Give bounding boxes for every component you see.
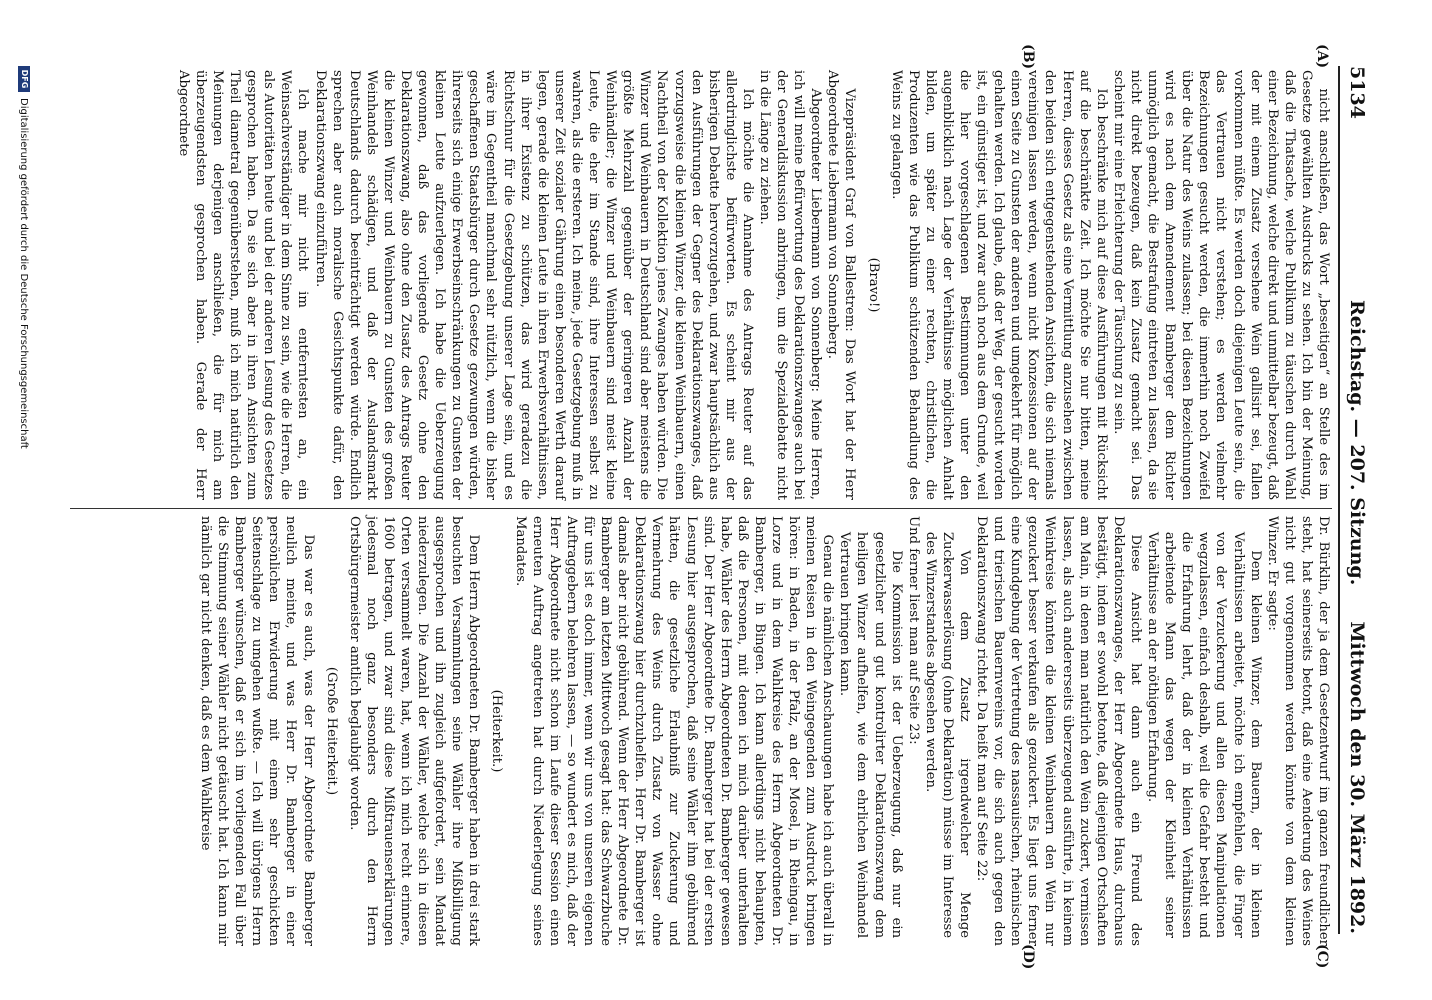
quoted-passage: Von dem Zusatz irgendwelcher Menge Zuckerwasserlösung (ohne Deklaration) müsse im Interesse des Winzerstandes abgesehen werden. bbox=[922, 531, 973, 939]
page-footer bbox=[18, 66, 30, 934]
paragraph: nicht anschließen, das Wort „beseitigen“ an Stelle des im Gesetze gewählten Ausdrucks zu sehen. Ich bin der Meinung, daß die Thatsache, welche Publikum zu täuschen durch Wahl einer Bezeichnung, welche direkt und unmittelbar bezeugt, daß der mit einem Zusatz versehene Wein gallisirt sei, fallen vorkommen müßte. Es werden doch diejenigen Leute sein, die das Vertrauen nicht verstehen; es werden vielmehr Bezeichnungen gesucht werden, die immerhin noch Zweifel über die Natur des Weins zulassen; bei diesen Bezeichnungen wird es nach dem Amendement Bamberger dem Richter unmöglich gemacht, die Bestrafung eintreten zu lassen, da sie nicht direkt bezeugen, daß kein Zusatz gemacht sei. Das scheint mir eine Erleichterung der Täuschung zu sein. bbox=[1110, 70, 1331, 500]
paragraph: Ich möchte die Annahme des Antrags Reuter auf das allerdringlichste befürworten. Es scheint mir aus der bisherigen Debatte hervorzugehen, und zwar hauptsächlich aus den Ausführungen der Gegner des Deklarationszwanges, daß vorzugsweise die kleinen Winzer, die kleinen Weinbauern, einen Nachtheil von der Kollektion jenes Zwanges haben würden. Die Winzer und Weinbauern in Deutschland sind aber meistens die größte Mehrzahl gegenüber der geringeren Anzahl der Weinhändler; die Winzer und Weinbauern sind meist kleine Leute, die eher im Stande sind, ihre Interessen selbst zu wahren, als die ersteren. Ich meine, jede Gesetzgebung muß in unserer Zeit sozialer Gährung einen besonderen Werth darauf legen, gerade die kleinen Leute in ihren Erwerbsverhältnissen, in ihrer Existenz zu schützen, das wird geradezu die Richtschnur für die Gesetzgebung unserer Lage sein, und es wäre im Gegentheil manchmal sehr nützlich, wenn die bisher geschaffenen Staatsbürger durch Gesetze gezwungen würden, ihrerseits sich einige Erwerbseinschränkungen zu Gunsten der kleinen Leute aufzuerlegen. Ich habe die Ueberzeugung gewonnen, daß das vorliegende Gesetz ohne den Deklarationszwang, also ohne den Zusatz des Antrags Reuter die kleinen Winzer und Weinbauern zu Gunsten des großen Weinhandels schädigen, und daß der Auslandsmarkt Deutschlands dadurch beeinträchtigt werden würde. Endlich sprechen aber auch moralische Gesichtspunkte dafür, den Deklarationszwang einzuführen. bbox=[312, 70, 755, 500]
digitization-credit: Digitalisierung gefördert durch die Deutsche Forschungsgemeinschaft bbox=[18, 98, 30, 449]
paragraph: Ich mache mir nicht im entferntesten an, ein Weinsachverständiger in dem Sinne zu sein, wie die Herren, die als Autoritäten heute und bei der anderen Lesung des Gesetzes gesprochen haben. Da sie sich aber in ihren Ansichten zum Theil diametral gegenüberstehen, muß ich mich natürlich den Meinungen derjenigen anschließen, die für mich am überzeugendsten gesprochen haben. Gerade der Herr Abgeordnete bbox=[175, 70, 311, 500]
paragraph: Und ferner liest man auf Seite 23: bbox=[905, 516, 921, 745]
paragraph: Vizepräsident Graf von Ballestrem: Das Wort hat der Herr Abgeordnete Liebermann von Sonnenberg. bbox=[825, 70, 858, 500]
page-header bbox=[1338, 0, 1432, 1000]
page-number: 5134 bbox=[1346, 66, 1368, 119]
stage-direction: (Große Heiterkeit.) bbox=[323, 666, 339, 796]
session-date: Mittwoch den 30. März 1892. bbox=[1346, 621, 1368, 934]
paragraph: Dem Herrn Abgeordneten Dr. Bamberger haben in drei stark besuchten Versammlungen seine Wähler ihre Mißbilligung ausgesprochen und ihn zugleich aufgefordert, sein Mandat niederzulegen. Die Anzahl der Wähler, welche sich in diesen Orten versammelt waren, hat, wenn ich mich recht erinnere, 1600 betragen, und zwar sind diese Mißtrauenserklärungen jedesmal noch ganz besonders durch den Herrn Ortsbürgermeister amtlich beglaubigt worden. bbox=[346, 516, 482, 946]
margin-marker-d: (D) bbox=[1020, 944, 1036, 970]
paragraph: Dr. Bürklin, der ja dem Gesetzentwurf im ganzen freundlicher steht, hat seinerseits betont, daß eine Aenderung des Weines nicht gut vorgenommen werden könnte von dem kleinen Winzer. Er sagte: bbox=[1264, 516, 1331, 946]
stage-direction: (Heiterkeit.) bbox=[489, 689, 505, 773]
quoted-passage: Die Kommission ist der Ueberzeugung, daß nur ein gesetzlicher und gut kontrolirter Deklarationszwang dem heiligen Winzer aufhelfen, wie dem ehrlichen Weinhandel Vertrauen bringen kann. bbox=[837, 531, 904, 939]
header-rule bbox=[1338, 66, 1340, 934]
left-text-column bbox=[175, 70, 1332, 500]
paragraph: Abgeordneter Liebermann von Sonnenberg: Meine Herren, ich will meine Befürwortung des Deklarationszwanges auch bei der Generaldiskussion anbringen, um die Spezialdebatte nicht in die Länge zu ziehen. bbox=[757, 70, 824, 500]
right-text-column bbox=[197, 516, 1332, 946]
paragraph: Ich beschränke mich auf diese Ausführungen mit Rücksicht auf die beschränkte Zeit. Ich möchte Sie nur bitten, meine Herren, dieses Gesetz als eine Vermittlung anzusehen zwischen den beiden sich entgegenstehenden Ansichten, die sich niemals vereinigen lassen werden, wenn nicht Konzessionen auf der einen Seite zu Gunsten der anderen und umgekehrt für möglich gehalten werden. Ich glaube, daß der Weg, der gesucht worden ist, ein günstiger ist, und zwar auch noch aus dem Grunde, weil die hier vorgeschlagenen Bestimmungen unter den augenblicklich nach Lage der Verhältnisse möglichen Anhalt bilden, um später zu einer rechten, christlichen, die Produzenten wie das Publikum schützenden Behandlung des Weins zu gelangen. bbox=[888, 70, 1109, 500]
stage-direction: (Bravo!) bbox=[865, 257, 881, 313]
quoted-passage: Dem kleinen Winzer, dem Bauern, der in kleinen Verhältnissen arbeitet, möchte ich empfehlen, die Finger von der Verzuckerung und allen diesen Manipulationen wegzulassen, einfach deshalb, weil die Gefahr besteht und die Erfahrung lehrt, daß der in kleinen Verhältnissen arbeitende Mann das wegen der Kleinheit seiner Verhältnisse an der nöthigen Erfahrung. bbox=[1145, 531, 1263, 939]
paragraph: Das war es auch, was der Herr Abgeordnete Bamberger neulich meinte, und was Herr Dr. Bamberger in einer persönlichen Erwiderung mit einem sehr geschickten Seitenschlage zu umgehen wußte. — Ich will übrigens Herrn Bamberger wünschen, daß er sich im vorliegenden Fall über die Stimmung seiner Wähler nicht getäuscht hat. Ich kann mir nämlich gar nicht denken, daß es dem Wahlkreise bbox=[198, 516, 316, 946]
paragraph: Diese Ansicht hat dann auch ein Freund des Deklarationszwanges, der Herr Abgeordnete Haus, durchaus bestätigt, indem er sowohl betonte, daß diejenigen Ortschaften am Main, in denen man natürlich den Wein zuckert, vermissen lassen, als auch andererseits überzeugend ausführte, in keinem Weinkreise könnten die kleinen Weinbauern den Wein nur gezuckert besser verkaufen als gezuckert. Es liegt uns ferner eine Kundgebung der Vertretung des nassauischen, rheinischen und trierischen Bauernvereins vor, die sich auch gegen den Deklarationszwang richtet. Da heißt man auf Seite 22: bbox=[974, 516, 1143, 946]
margin-marker-a: (A) bbox=[1314, 44, 1330, 69]
paragraph: Genau die nämlichen Anschauungen habe ich auch überall in meinen Reisen in den Weingegenden zum Ausdruck bringen hören: in Baden, in der Pfalz, an der Mosel, in Rheingau, in Lorze und in dem Wahlkreise des Herrn Abgeordneten Dr. Bamberger, in Bingen. Ich kann allerdings nicht behaupten, daß die Personen, mit denen ich mich darüber unterhalten habe, Wähler des Herrn Abgeordneten Dr. Bamberger gewesen sind. Der Herr Abgeordnete Dr. Bamberger hat bei der ersten Lesung hier ausgesprochen, daß seine Wähler ihm gebührend hätten, die gesetzliche Erlaubniß zur Zuckerung und Vermehrung des Weins durch Zusatz von Wasser ohne Deklarationszwang hier durchzuhelfen. Herr Dr. Bamberger ist damals aber nicht gebührend. Wenn der Herr Abgeordnete Dr. Bamberger am letzten Mittwoch gesagt hat: das Schwarzbuche für uns ist es doch immer, wenn wir uns von unseren eigenen Auftraggebern belehren lassen, — so wundert es mich, daß der Herr Abgeordnete nicht schon im Laufe dieser Session einen erneuten Auftrag angetreten hat durch Niederlegung seines Mandates. bbox=[512, 516, 836, 946]
margin-marker-c: (C) bbox=[1314, 944, 1330, 969]
dfg-logo: DFG bbox=[18, 66, 30, 92]
column-divider bbox=[70, 508, 1332, 509]
session-title: Reichstag. — 207. Sitzung. bbox=[1346, 300, 1368, 586]
margin-marker-b: (B) bbox=[1020, 44, 1036, 70]
